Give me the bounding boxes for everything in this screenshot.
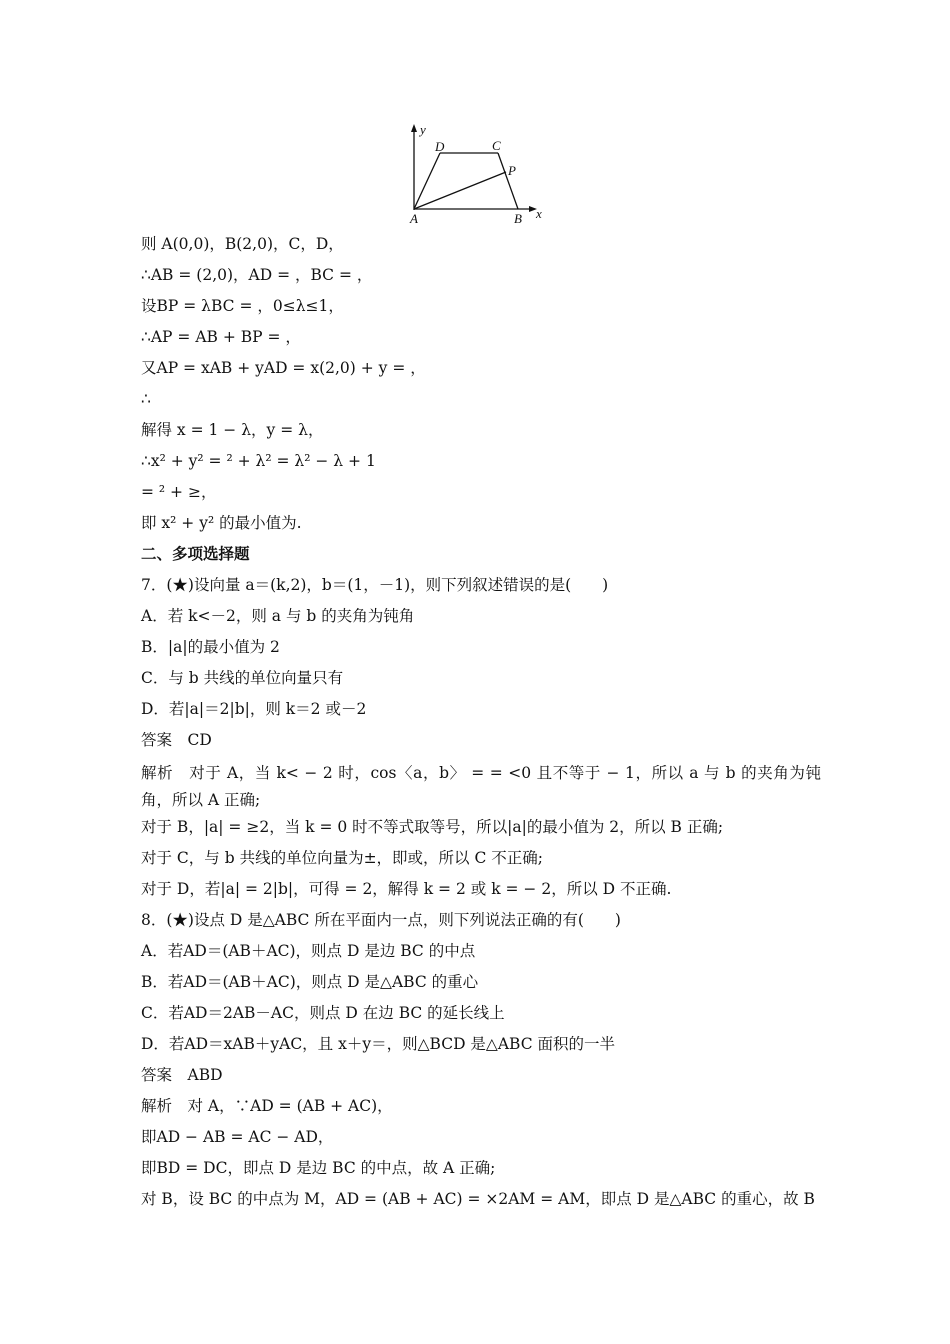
analysis-line: 解析 对 A，∵AD = (AB + AC)， xyxy=(141,1097,393,1115)
option-b: B．|a|的最小值为 2 xyxy=(141,638,280,656)
option-d: D．若AD＝xAB＋yAC，且 x＋y＝，则△BCD 是△ABC 面积的一半 xyxy=(141,1035,615,1053)
answer-line: 答案 ABD xyxy=(141,1066,223,1084)
trapezoid-figure xyxy=(400,120,550,230)
text-line: 即AD − AB = AC − AD， xyxy=(141,1128,334,1146)
text-line: 解得 x = 1 − λ，y = λ， xyxy=(141,421,324,439)
text-line: 设BP = λBC = ，0≤λ≤1， xyxy=(141,297,344,315)
option-a: A．若AD＝(AB＋AC)，则点 D 是边 BC 的中点 xyxy=(141,942,476,960)
text-line: ∴ xyxy=(141,390,151,408)
option-a: A．若 k<－2，则 a 与 b 的夹角为钝角 xyxy=(141,607,415,625)
text-line: 对于 D，若|a| = 2|b|，可得 = 2，解得 k = 2 或 k = − 2，所以 D 不正确. xyxy=(141,880,672,898)
text-line: 又AP = xAB + yAD = x(2,0) + y = ， xyxy=(141,359,426,377)
label-x: x xyxy=(536,206,542,221)
segment-AP xyxy=(414,172,506,209)
text-line: ∴AP = AB + BP = ， xyxy=(141,328,301,346)
analysis-line: 解析 对于 A，当 k< − 2 时，cos〈a，b〉 = = <0 且不等于 − 1，所以 a 与 b 的夹角为钝角，所以 A 正确; xyxy=(141,764,821,809)
label-A: A xyxy=(410,211,418,226)
option-d: D．若|a|＝2|b|，则 k＝2 或－2 xyxy=(141,700,367,718)
solution-text xyxy=(141,233,821,1219)
answer-line: 答案 CD xyxy=(141,731,212,749)
text-line: 即BD = DC，即点 D 是边 BC 的中点，故 A 正确; xyxy=(141,1159,496,1177)
section-heading: 二、多项选择题 xyxy=(141,544,250,563)
text-line: 对于 B，|a| = ≥2，当 k = 0 时不等式取等号，所以|a|的最小值为 2，所以 B 正确; xyxy=(141,818,724,836)
coordinate-diagram xyxy=(400,120,550,230)
label-B: B xyxy=(514,211,522,226)
label-P: P xyxy=(508,163,516,178)
label-C: C xyxy=(492,138,501,153)
question-8: 8．(★)设点 D 是△ABC 所在平面内一点，则下列说法正确的有( ) xyxy=(141,911,621,929)
question-7: 7．(★)设向量 a＝(k,2)，b＝(1，－1)，则下列叙述错误的是( ) xyxy=(141,576,609,594)
option-c: C．与 b 共线的单位向量只有 xyxy=(141,669,344,687)
text-line: 即 x² + y² 的最小值为. xyxy=(141,514,302,532)
text-line: = ² + ≥， xyxy=(141,483,217,501)
y-axis-arrow xyxy=(411,124,417,132)
option-c: C．若AD＝2AB－AC，则点 D 在边 BC 的延长线上 xyxy=(141,1004,505,1022)
text-line: ∴x² + y² = ² + λ² = λ² − λ + 1 xyxy=(141,452,376,470)
text-line: ∴AB = (2,0)，AD = ，BC = ， xyxy=(141,266,373,284)
text-line: 对于 C，与 b 共线的单位向量为±，即或，所以 C 不正确; xyxy=(141,849,543,867)
side-CB xyxy=(498,153,518,209)
text-line: 则 A(0,0)，B(2,0)，C，D， xyxy=(141,235,344,253)
label-D: D xyxy=(435,139,445,154)
label-y: y xyxy=(420,122,426,137)
option-b: B．若AD＝(AB＋AC)，则点 D 是△ABC 的重心 xyxy=(141,973,479,991)
text-line: 对 B，设 BC 的中点为 M，AD = (AB + AC) = ×2AM = AM，即点 D 是△ABC 的重心，故 B xyxy=(141,1190,815,1208)
